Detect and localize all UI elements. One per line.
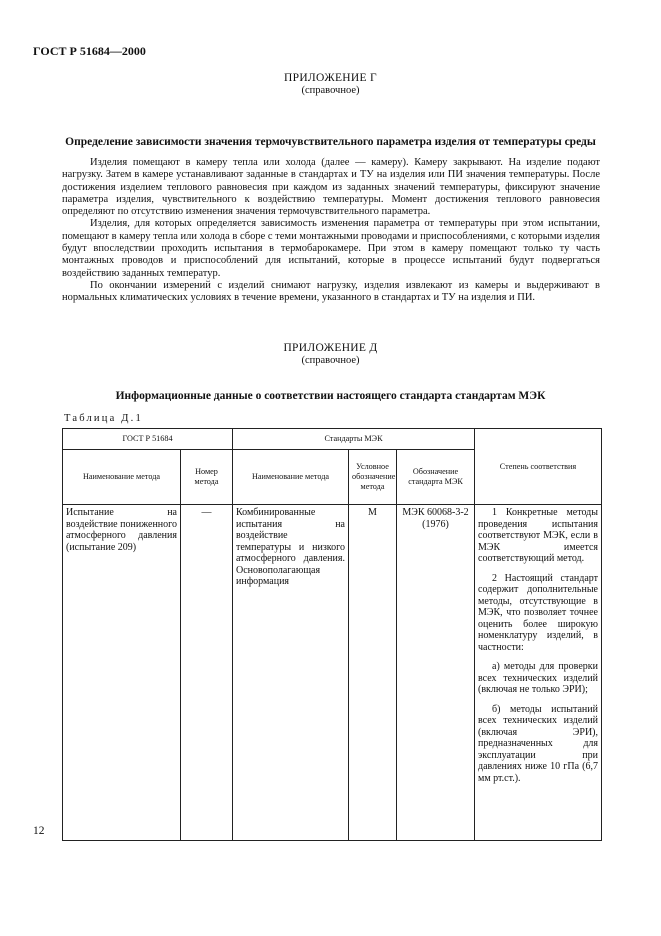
degree-header: Степень соответствия — [475, 429, 602, 505]
appendix-g-subtitle: (справочное) — [301, 85, 360, 96]
table-caption: Таблица Д.1 — [64, 413, 143, 424]
document-header: ГОСТ Р 51684—2000 — [33, 44, 146, 58]
iec-group-header: Стандарты МЭК — [233, 429, 475, 450]
appendix-g-paragraph: Изделия, для которых определяется зависимость изменения параметра от температуры при этом испытании, помещают в камеру тепла или холода в сборе с теми монтажными проводами и приспособлениями, с которыми изделия будут впоследствии проходить испытания в термобарокамере. При этом в камеру помещают только ту часть монтажных проводов и приспособлений для испытаний, которые в процессе испытаний будут подвергаться воздействию заданных температур. — [62, 218, 600, 279]
degree-paragraph: б) методы испытаний всех технических изделий (включая ЭРИ), предназначенных для эксплуатации при давлениях ниже 10 гПа (6,7 мм рт.ст.). — [478, 703, 598, 784]
iec-method-name-header: Наименование метода — [233, 450, 349, 505]
page-number: 12 — [33, 825, 45, 837]
appendix-g-heading: Определение зависимости значения термочувствительного параметра изделия от температуры среды — [65, 136, 596, 148]
appendix-g-paragraph: По окончании измерений с изделий снимают нагрузку, изделия извлекают из камеры и выдерживают в нормальных климатических условиях в течение времени, указанного в стандартах и ТУ на изделия и ПИ. — [62, 279, 600, 304]
appendix-g-body — [62, 157, 600, 305]
degree-paragraph: 2 Настоящий стандарт содержит дополнительные методы, отсутствующие в МЭК, что позволяет точнее оценить более широкую номенклатуру изделий, в частности: — [478, 572, 598, 653]
iec-standard-header: Обозначение стандарта МЭК — [397, 450, 475, 505]
appendix-d-heading: Информационные данные о соответствии настоящего стандарта стандартам МЭК — [115, 390, 546, 402]
degree-paragraph: 1 Конкретные методы проведения испытания соответствуют МЭК, если в МЭК имеется соответствующий метод. — [478, 507, 598, 564]
iec-standard-cell: МЭК 60068-3-2 (1976) — [397, 505, 475, 841]
gost-group-header: ГОСТ Р 51684 — [63, 429, 233, 450]
method-name-header: Наименование метода — [63, 450, 181, 505]
conformity-table — [62, 428, 602, 841]
table-row — [63, 505, 602, 841]
appendix-d-subtitle: (справочное) — [301, 355, 360, 366]
degree-paragraph: а) методы для проверки всех технических изделий (включая не только ЭРИ); — [478, 661, 598, 695]
appendix-g-title: ПРИЛОЖЕНИЕ Г — [284, 72, 377, 84]
appendix-g-paragraph: Изделия помещают в камеру тепла или холода (далее — камеру). Камеру закрывают. На изделие подают нагрузку. Затем в камере устанавливают заданные в стандартах и ТУ на изделия или ПИ значения температуры. После достижения изделием теплового равновесия при каждом из заданных значений температуры, фиксируют значение параметра изделия, чувствительного к воздействию температуры. Момент достижения теплового равновесия определяют по отсутствию изменения значения термочувствительного параметра. — [62, 157, 600, 218]
appendix-d-title: ПРИЛОЖЕНИЕ Д — [283, 342, 378, 354]
conventional-designation-header: Условное обозначение метода — [349, 450, 397, 505]
iec-method-name-cell: Комбинированные испытания на воздействие температуры и низкого атмосферного давления. Основополагающая информация — [233, 505, 349, 841]
method-number-header: Номер метода — [181, 450, 233, 505]
method-name-cell: Испытание на воздействие пониженного атмосферного давления (испытание 209) — [63, 505, 181, 841]
method-number-cell: — — [181, 505, 233, 841]
degree-cell — [475, 505, 602, 841]
conventional-designation-cell: М — [349, 505, 397, 841]
